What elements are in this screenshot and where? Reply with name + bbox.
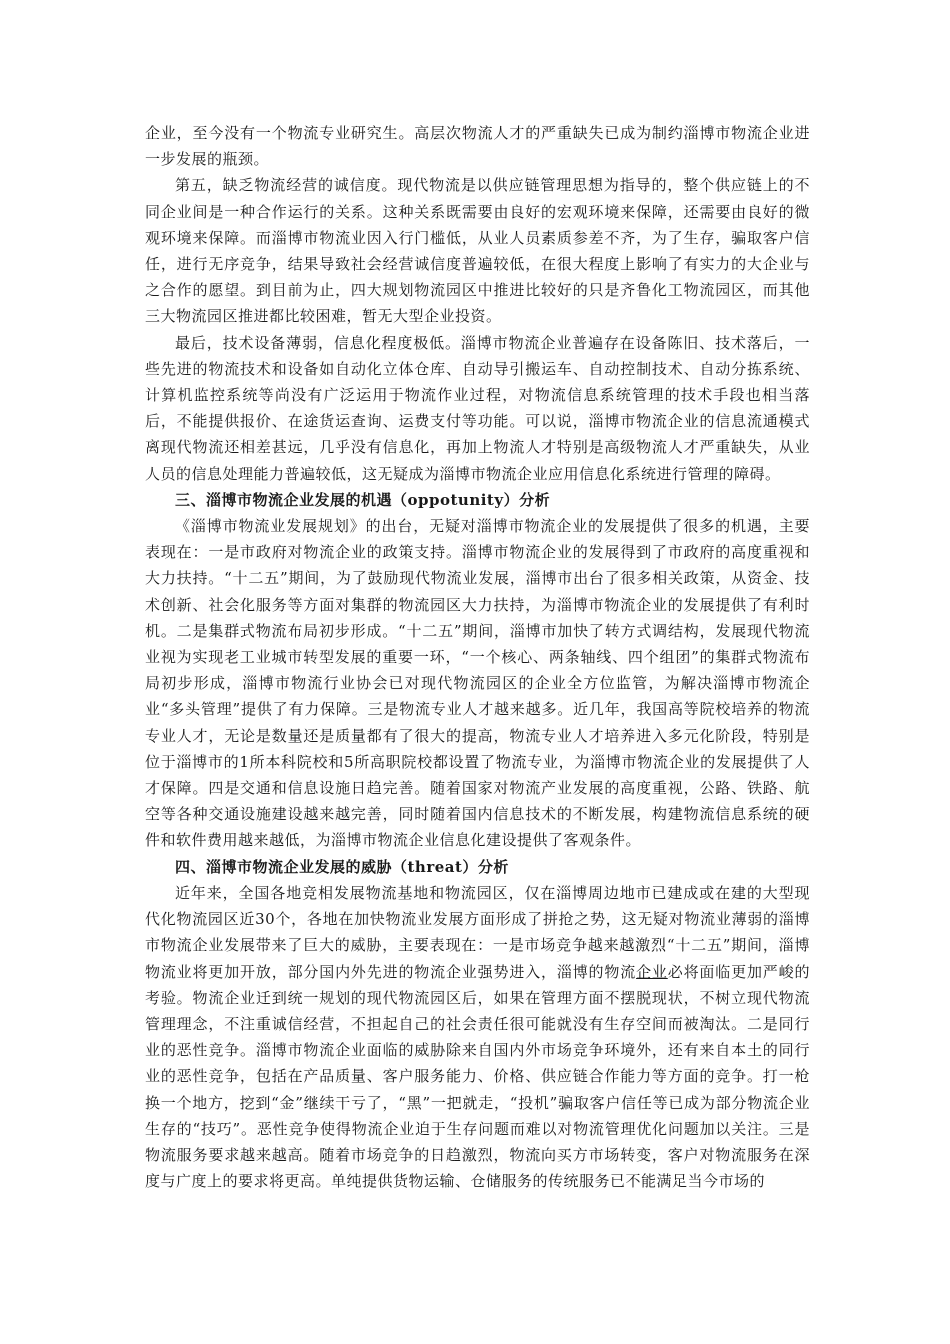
paragraph-technology: 最后，技术设备薄弱，信息化程度极低。淄博市物流企业普遍存在设备陈旧、技术落后，一些先进的物流技术和设备如自动化立体仓库、自动导引搬运车、自动控制技术、自动分拣系统、计算机监控系统等尚没有广泛运用于物流作业过程，对物流信息系统管理的技术手段也相当落后，不能提供报价、在途货运查询、运费支付等功能。可以说，淄博市物流企业的信息流通模式离现代物流还相差甚远，几乎没有信息化，再加上物流人才特别是高级物流人才严重缺失，从业人员的信息处理能力普遍较低，这无疑成为淄博市物流企业应用信息化系统进行管理的障碍。 — [145, 333, 810, 483]
paragraph-threat-part1: 近年来，全国各地竞相发展物流基地和物流园区，仅在淄博周边地市已建成或在建的大型现代化物流园区近30个，各地在加快物流业发展方面形成了拼抢之势，这无疑对物流业薄弱的淄博市物流企业发展带来了巨大的威胁，主要表现在：一是市场竞争越来越激烈“十二五”期间，淄博物流业将更加开放，部分国内外先进的物流企业强势进入，淄博的物流 — [145, 883, 810, 981]
paragraph-threat-part2: 必将面临更加严峻的考验。物流企业迁到统一规划的现代物流园区后，如果在管理方面不摆脱现状，不树立现代物流管理理念，不注重诚信经营，不担起自己的社会责任很可能就没有生存空间而被淘汰。二是同行业的恶性竞争。淄博市物流企业面临的威胁除来自国内外市场竞争环境外，还有来自本土的同行业的恶性竞争，包括在产品质量、客户服务能力、价格、供应链合作能力等方面的竞争。打一枪换一个地方，挖到“金”继续干亏了，“黑”一把就走，“投机”骗取客户信任等已成为部分物流企业生存的“技巧”。恶性竞争使得物流企业迫于生存问题而难以对物流管理优化问题加以关注。三是物流服务要求越来越高。随着市场竞争的日趋激烈，物流向买方市场转变，客户对物流服务在深度与广度上的要求将更高。单纯提供货物运输、仓储服务的传统服务已不能满足当今市场的 — [145, 962, 810, 1191]
paragraph-threat — [145, 880, 810, 1194]
underlined-word: 企业 — [636, 962, 668, 981]
paragraph-talent-shortage: 企业，至今没有一个物流专业研究生。高层次物流人才的严重缺失已成为制约淄博市物流企业进一步发展的瓶颈。 — [145, 124, 810, 169]
paragraph-opportunity: 《淄博市物流业发展规划》的出台，无疑对淄博市物流企业的发展提供了很多的机遇，主要表现在：一是市政府对物流企业的政策支持。淄博市物流企业的发展得到了市政府的高度重视和大力扶持。“十二五”期间，为了鼓励现代物流业发展，淄博市出台了很多相关政策，从资金、技术创新、社会化服务等方面对集群的物流园区大力扶持，为淄博市物流企业的发展提供了有利时机。二是集群式物流布局初步形成。“十二五”期间，淄博市加快了转方式调结构，发展现代物流业视为实现老工业城市转型发展的重要一环，“一个核心、两条轴线、四个组团”的集群式物流布局初步形成，淄博市物流行业协会已对现代物流园区的企业全方位监管，为解决淄博市物流企业“多头管理”提供了有力保障。三是物流专业人才越来越多。近几年，我国高等院校培养的物流专业人才，无论是数量还是质量都有了很大的提高，物流专业人才培养进入多元化阶段，特别是位于淄博市的1所本科院校和5所高职院校都设置了物流专业，为淄博市物流企业的发展提供了人才保障。四是交通和信息设施日趋完善。随着国家对物流产业发展的高度重视，公路、铁路、航空等各种交通设施建设越来越完善，同时随着国内信息技术的不断发展，构建物流信息系统的硬件和软件费用越来越低，为淄博市物流企业信息化建设提供了客观条件。 — [145, 517, 810, 850]
section-heading-opportunity: 三、淄博市物流企业发展的机遇（oppotunity）分析 — [175, 490, 551, 509]
section-heading-threat: 四、淄博市物流企业发展的威胁（threat）分析 — [175, 857, 509, 876]
paragraph-integrity: 第五，缺乏物流经营的诚信度。现代物流是以供应链管理思想为指导的，整个供应链上的不同企业间是一种合作运行的关系。这种关系既需要由良好的宏观环境来保障，还需要由良好的微观环境来保障。而淄博市物流业因入行门槛低，从业人员素质参差不齐，为了生存，骗取客户信任，进行无序竞争，结果导致社会经营诚信度普遍较低，在很大程度上影响了有实力的大企业与之合作的愿望。到目前为止，四大规划物流园区中推进比较好的只是齐鲁化工物流园区，而其他三大物流园区推进都比较困难，暂无大型企业投资。 — [145, 176, 810, 326]
document-page — [145, 120, 810, 1194]
